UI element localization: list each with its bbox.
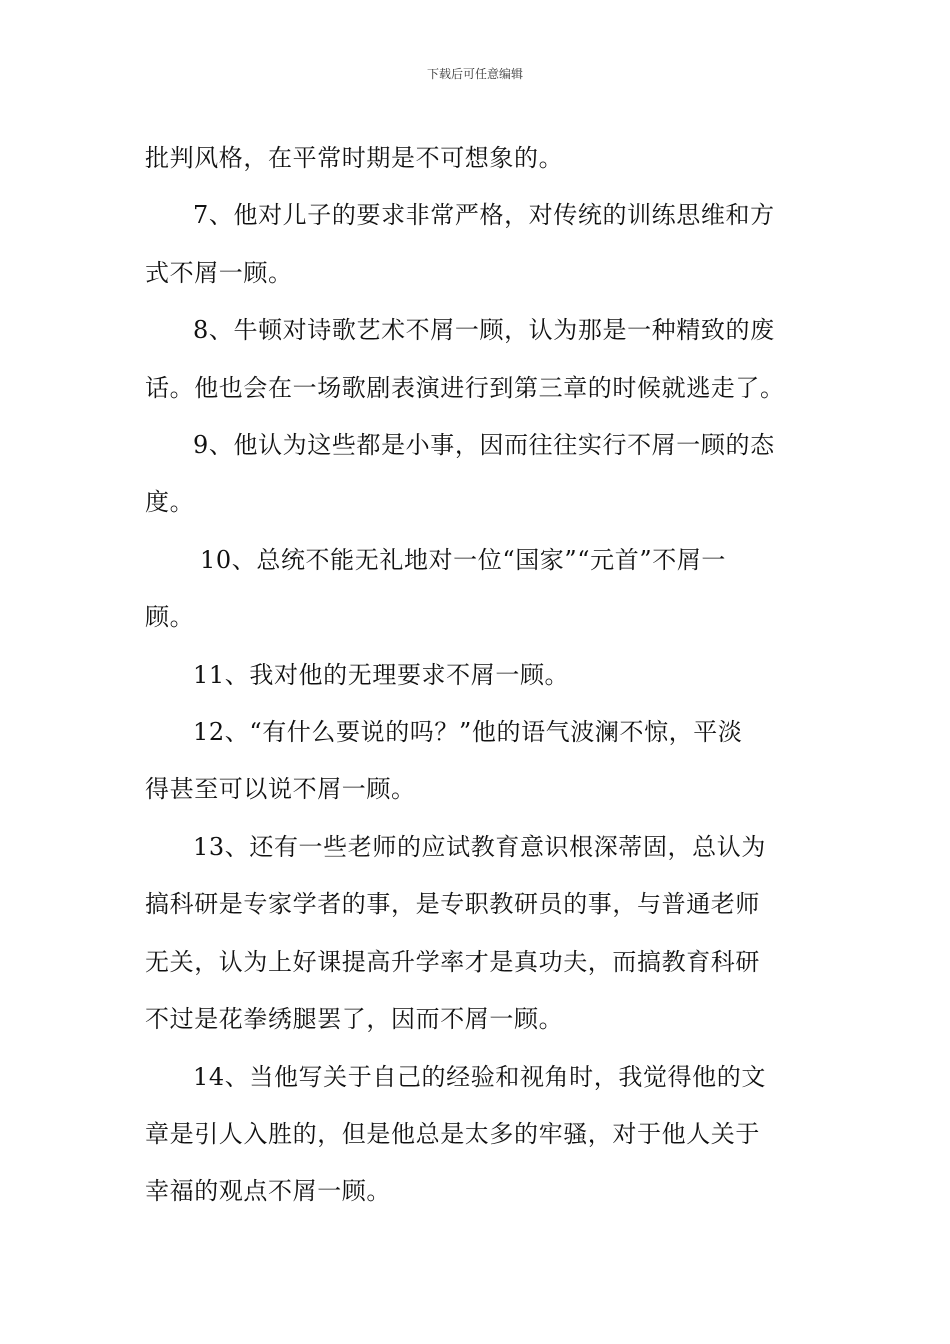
paragraph-14-line-3: 幸福的观点不屑一顾。 bbox=[145, 1177, 391, 1206]
page-header: 下载后可任意编辑 bbox=[426, 67, 523, 81]
text-line: 批判风格，在平常时期是不可想象的。 bbox=[145, 144, 564, 172]
paragraph-10-line-1: 10、总统不能无礼地对一位“国家”“元首”不屑一 bbox=[200, 545, 727, 574]
paragraph-8-line-2: 话。他也会在一场歌剧表演进行到第三章的时候就逃走了。 bbox=[145, 373, 785, 402]
paragraph-9-line-1: 9、他认为这些都是小事，因而往往实行不屑一顾的态 bbox=[193, 431, 775, 460]
paragraph-14-line-1: 14、当他写关于自己的经验和视角时，我觉得他的文 bbox=[193, 1062, 766, 1091]
paragraph-7-line-2: 式不屑一顾。 bbox=[145, 258, 293, 287]
paragraph-13-line-2: 搞科研是专家学者的事，是专职教研员的事，与普通老师 bbox=[145, 890, 760, 919]
paragraph-13-line-3: 无关，认为上好课提高升学率才是真功夫，而搞教育科研 bbox=[145, 947, 760, 976]
document-body bbox=[145, 130, 810, 1221]
paragraph-12-line-2: 得甚至可以说不屑一顾。 bbox=[145, 775, 416, 804]
paragraph-14-line-2: 章是引人入胜的，但是他总是太多的牢骚，对于他人关于 bbox=[145, 1119, 760, 1148]
paragraph-10-line-2: 顾。 bbox=[145, 603, 195, 632]
paragraph-13-line-4: 不过是花拳绣腿罢了，因而不屑一顾。 bbox=[145, 1005, 564, 1034]
paragraph-9-line-2: 度。 bbox=[145, 488, 195, 517]
paragraph-7-line-1: 7、他对儿子的要求非常严格，对传统的训练思维和方 bbox=[193, 201, 775, 230]
paragraph-8-line-1: 8、牛顿对诗歌艺术不屑一顾，认为那是一种精致的废 bbox=[193, 316, 775, 345]
paragraph-11-line-1: 11、我对他的无理要求不屑一顾。 bbox=[193, 660, 570, 689]
paragraph-12-line-1: 12、“有什么要说的吗？”他的语气波澜不惊，平淡 bbox=[193, 718, 743, 747]
paragraph-13-line-1: 13、还有一些老师的应试教育意识根深蒂固，总认为 bbox=[193, 832, 766, 861]
